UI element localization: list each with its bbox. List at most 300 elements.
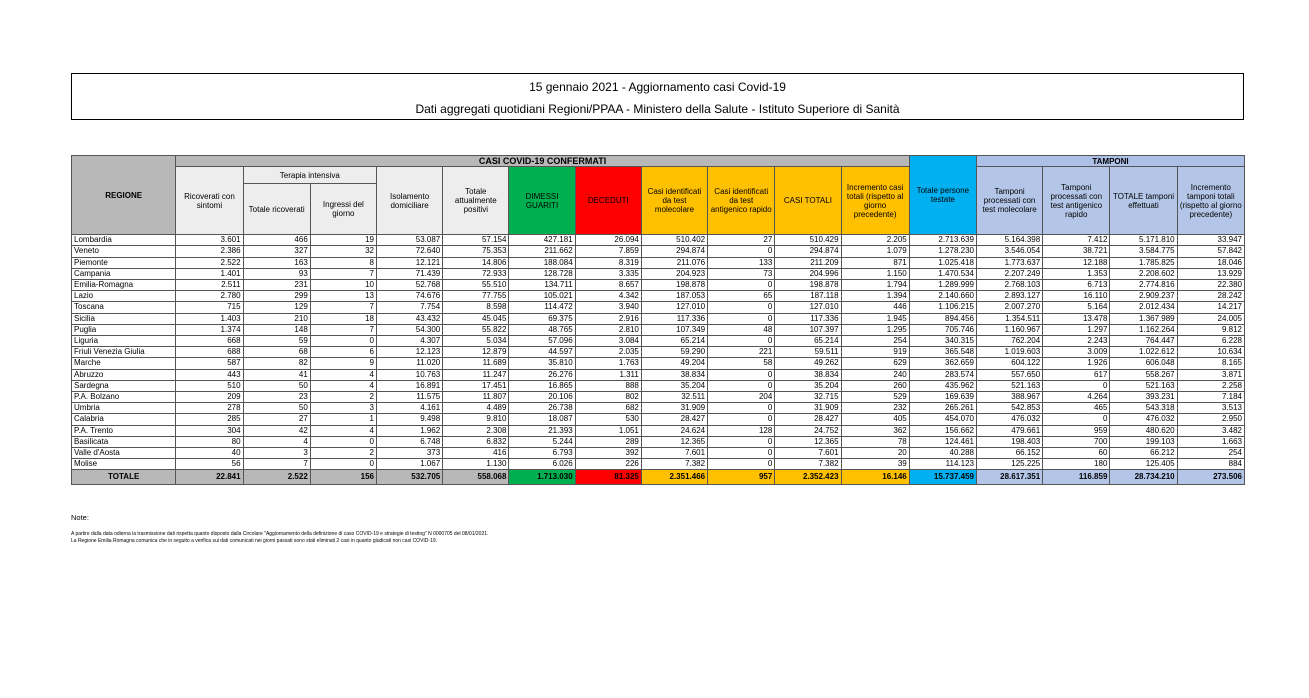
table-cell: 3.084 bbox=[575, 336, 641, 347]
header-regione: REGIONE bbox=[72, 156, 176, 235]
total-cell: 2.351.466 bbox=[641, 470, 707, 485]
table-cell: 93 bbox=[243, 268, 310, 279]
table-cell: 211.209 bbox=[775, 257, 841, 268]
table-cell: 210 bbox=[243, 313, 310, 324]
table-cell: 2.713.639 bbox=[909, 235, 976, 246]
table-cell: 50 bbox=[243, 380, 310, 391]
total-cell: 273.506 bbox=[1177, 470, 1244, 485]
table-cell: 11.807 bbox=[443, 392, 509, 403]
table-cell: 12.365 bbox=[641, 436, 707, 447]
table-row bbox=[72, 392, 1245, 403]
table-cell: 0 bbox=[708, 403, 775, 414]
total-label: TOTALE bbox=[72, 470, 176, 485]
table-cell: 4.264 bbox=[1043, 392, 1110, 403]
table-cell: 3.871 bbox=[1177, 369, 1244, 380]
table-cell: 2.035 bbox=[575, 347, 641, 358]
table-cell: 2.909.237 bbox=[1110, 291, 1177, 302]
table-cell: 530 bbox=[575, 414, 641, 425]
header-casi-antigenico: Casi identificati da test antigenico rapido bbox=[708, 167, 775, 235]
table-cell: 3.482 bbox=[1177, 425, 1244, 436]
table-cell: 1.763 bbox=[575, 358, 641, 369]
table-cell: 209 bbox=[176, 392, 243, 403]
notes-label: Note: bbox=[71, 513, 89, 522]
region-name-cell: Liguria bbox=[72, 336, 176, 347]
table-cell: 33.947 bbox=[1177, 235, 1244, 246]
table-cell: 6 bbox=[310, 347, 376, 358]
table-row bbox=[72, 235, 1245, 246]
table-cell: 41 bbox=[243, 369, 310, 380]
table-cell: 10.634 bbox=[1177, 347, 1244, 358]
table-cell: 43.432 bbox=[377, 313, 443, 324]
table-cell: 294.874 bbox=[641, 246, 707, 257]
table-cell: 80 bbox=[176, 436, 243, 447]
region-name-cell: Veneto bbox=[72, 246, 176, 257]
table-cell: 4.307 bbox=[377, 336, 443, 347]
table-cell: 617 bbox=[1043, 369, 1110, 380]
table-row bbox=[72, 403, 1245, 414]
table-cell: 2.012.434 bbox=[1110, 302, 1177, 313]
table-cell: 16.865 bbox=[509, 380, 575, 391]
table-cell: 3.009 bbox=[1043, 347, 1110, 358]
table-cell: 28.427 bbox=[775, 414, 841, 425]
table-cell: 1.025.418 bbox=[909, 257, 976, 268]
table-cell: 5.034 bbox=[443, 336, 509, 347]
region-name-cell: Calabria bbox=[72, 414, 176, 425]
table-cell: 884 bbox=[1177, 459, 1244, 470]
total-row bbox=[72, 470, 1245, 485]
header-dimessi: DIMESSI GUARITI bbox=[509, 167, 575, 235]
table-cell: 187.118 bbox=[775, 291, 841, 302]
table-cell: 1.785.825 bbox=[1110, 257, 1177, 268]
table-cell: 8.657 bbox=[575, 280, 641, 291]
table-cell: 919 bbox=[841, 347, 909, 358]
table-cell: 278 bbox=[176, 403, 243, 414]
table-cell: 26.094 bbox=[575, 235, 641, 246]
table-cell: 9.498 bbox=[377, 414, 443, 425]
table-cell: 1.773.637 bbox=[976, 257, 1042, 268]
table-cell: 7.412 bbox=[1043, 235, 1110, 246]
table-cell: 4 bbox=[243, 436, 310, 447]
table-cell: 57.154 bbox=[443, 235, 509, 246]
total-cell: 2.352.423 bbox=[775, 470, 841, 485]
table-cell: 22.380 bbox=[1177, 280, 1244, 291]
table-cell: 688 bbox=[176, 347, 243, 358]
table-cell: 35.204 bbox=[641, 380, 707, 391]
table-cell: 14.806 bbox=[443, 257, 509, 268]
table-cell: 1.394 bbox=[841, 291, 909, 302]
table-cell: 6.748 bbox=[377, 436, 443, 447]
table-cell: 45.045 bbox=[443, 313, 509, 324]
table-cell: 74.676 bbox=[377, 291, 443, 302]
table-cell: 7.754 bbox=[377, 302, 443, 313]
table-cell: 27 bbox=[708, 235, 775, 246]
table-cell: 1.022.612 bbox=[1110, 347, 1177, 358]
table-cell: 18.087 bbox=[509, 414, 575, 425]
table-cell: 16.110 bbox=[1043, 291, 1110, 302]
table-cell: 42 bbox=[243, 425, 310, 436]
table-cell: 18 bbox=[310, 313, 376, 324]
table-cell: 12.188 bbox=[1043, 257, 1110, 268]
table-cell: 73 bbox=[708, 268, 775, 279]
table-cell: 1.926 bbox=[1043, 358, 1110, 369]
table-cell: 17.451 bbox=[443, 380, 509, 391]
table-cell: 476.032 bbox=[976, 414, 1042, 425]
header-casi-confermati: CASI COVID-19 CONFERMATI bbox=[176, 156, 909, 167]
table-cell: 163 bbox=[243, 257, 310, 268]
table-row bbox=[72, 291, 1245, 302]
table-cell: 3.513 bbox=[1177, 403, 1244, 414]
title-box bbox=[71, 73, 1244, 120]
table-cell: 221 bbox=[708, 347, 775, 358]
table-cell: 2.207.249 bbox=[976, 268, 1042, 279]
table-cell: 894.456 bbox=[909, 313, 976, 324]
table-cell: 1.353 bbox=[1043, 268, 1110, 279]
table-cell: 0 bbox=[708, 280, 775, 291]
page-subtitle: Dati aggregati quotidiani Regioni/PPAA - Ministero della Salute - Istituto Superiore di Sanità bbox=[415, 102, 900, 116]
table-cell: 2.810 bbox=[575, 324, 641, 335]
table-cell: 604.122 bbox=[976, 358, 1042, 369]
region-name-cell: Friuli Venezia Giulia bbox=[72, 347, 176, 358]
table-cell: 0 bbox=[708, 302, 775, 313]
table-cell: 1.150 bbox=[841, 268, 909, 279]
table-cell: 133 bbox=[708, 257, 775, 268]
table-cell: 4 bbox=[310, 425, 376, 436]
table-cell: 427.181 bbox=[509, 235, 575, 246]
table-cell: 2.768.103 bbox=[976, 280, 1042, 291]
table-cell: 66.152 bbox=[976, 448, 1042, 459]
table-cell: 542.853 bbox=[976, 403, 1042, 414]
table-cell: 1.162.264 bbox=[1110, 324, 1177, 335]
table-cell: 27 bbox=[243, 414, 310, 425]
table-cell: 24.005 bbox=[1177, 313, 1244, 324]
table-cell: 392 bbox=[575, 448, 641, 459]
table-cell: 32 bbox=[310, 246, 376, 257]
table-cell: 35.810 bbox=[509, 358, 575, 369]
table-cell: 557.650 bbox=[976, 369, 1042, 380]
table-cell: 1.160.967 bbox=[976, 324, 1042, 335]
table-cell: 65.214 bbox=[775, 336, 841, 347]
table-cell: 11.247 bbox=[443, 369, 509, 380]
table-cell: 373 bbox=[377, 448, 443, 459]
table-cell: 65.214 bbox=[641, 336, 707, 347]
table-cell: 2.258 bbox=[1177, 380, 1244, 391]
table-cell: 44.597 bbox=[509, 347, 575, 358]
table-cell: 2.208.602 bbox=[1110, 268, 1177, 279]
header-isolamento: Isolamento domiciliare bbox=[377, 167, 443, 235]
table-cell: 8 bbox=[310, 257, 376, 268]
table-cell: 24.624 bbox=[641, 425, 707, 436]
table-cell: 169.639 bbox=[909, 392, 976, 403]
table-cell: 1.130 bbox=[443, 459, 509, 470]
table-cell: 1.067 bbox=[377, 459, 443, 470]
table-cell: 8.165 bbox=[1177, 358, 1244, 369]
total-cell: 1.713.030 bbox=[509, 470, 575, 485]
table-cell: 40.288 bbox=[909, 448, 976, 459]
region-name-cell: Toscana bbox=[72, 302, 176, 313]
table-cell: 198.403 bbox=[976, 436, 1042, 447]
region-name-cell: Molise bbox=[72, 459, 176, 470]
table-cell: 35.204 bbox=[775, 380, 841, 391]
table-cell: 129 bbox=[243, 302, 310, 313]
table-cell: 446 bbox=[841, 302, 909, 313]
table-cell: 54.300 bbox=[377, 324, 443, 335]
table-cell: 3.940 bbox=[575, 302, 641, 313]
table-cell: 57.842 bbox=[1177, 246, 1244, 257]
region-name-cell: Umbria bbox=[72, 403, 176, 414]
table-cell: 38.834 bbox=[775, 369, 841, 380]
table-cell: 12.121 bbox=[377, 257, 443, 268]
table-cell: 0 bbox=[1043, 380, 1110, 391]
table-cell: 479.661 bbox=[976, 425, 1042, 436]
header-incremento-casi: Incremento casi totali (rispetto al giorno precedente) bbox=[841, 167, 909, 235]
table-row bbox=[72, 336, 1245, 347]
table-cell: 465 bbox=[1043, 403, 1110, 414]
table-cell: 24.752 bbox=[775, 425, 841, 436]
table-cell: 4.161 bbox=[377, 403, 443, 414]
table-cell: 405 bbox=[841, 414, 909, 425]
table-cell: 700 bbox=[1043, 436, 1110, 447]
header-tamponi: TAMPONI bbox=[976, 156, 1244, 167]
table-cell: 476.032 bbox=[1110, 414, 1177, 425]
table-cell: 55.510 bbox=[443, 280, 509, 291]
table-cell: 443 bbox=[176, 369, 243, 380]
table-row bbox=[72, 414, 1245, 425]
table-cell: 2.511 bbox=[176, 280, 243, 291]
table-row bbox=[72, 313, 1245, 324]
table-cell: 762.204 bbox=[976, 336, 1042, 347]
header-ricoverati: Ricoverati con sintomi bbox=[176, 167, 243, 235]
table-cell: 1.962 bbox=[377, 425, 443, 436]
table-cell: 416 bbox=[443, 448, 509, 459]
table-cell: 521.163 bbox=[976, 380, 1042, 391]
table-cell: 71.439 bbox=[377, 268, 443, 279]
table-cell: 254 bbox=[841, 336, 909, 347]
covid-table bbox=[71, 155, 1245, 485]
table-cell: 4 bbox=[310, 369, 376, 380]
header-persone-testate: Totale persone testate bbox=[909, 156, 976, 235]
table-cell: 7 bbox=[310, 268, 376, 279]
header-casi-totali: CASI TOTALI bbox=[775, 167, 841, 235]
table-cell: 31.909 bbox=[641, 403, 707, 414]
total-cell: 532.705 bbox=[377, 470, 443, 485]
table-cell: 11.575 bbox=[377, 392, 443, 403]
total-cell: 15.737.459 bbox=[909, 470, 976, 485]
table-cell: 72.933 bbox=[443, 268, 509, 279]
table-cell: 125.405 bbox=[1110, 459, 1177, 470]
table-cell: 188.084 bbox=[509, 257, 575, 268]
header-deceduti: DECEDUTI bbox=[575, 167, 641, 235]
table-cell: 2.308 bbox=[443, 425, 509, 436]
table-cell: 0 bbox=[708, 448, 775, 459]
table-cell: 529 bbox=[841, 392, 909, 403]
table-cell: 6.713 bbox=[1043, 280, 1110, 291]
table-cell: 26.276 bbox=[509, 369, 575, 380]
table-cell: 543.318 bbox=[1110, 403, 1177, 414]
table-cell: 59.511 bbox=[775, 347, 841, 358]
table-cell: 1.401 bbox=[176, 268, 243, 279]
table-cell: 362.659 bbox=[909, 358, 976, 369]
table-cell: 558.267 bbox=[1110, 369, 1177, 380]
table-cell: 283.574 bbox=[909, 369, 976, 380]
table-cell: 107.349 bbox=[641, 324, 707, 335]
table-cell: 231 bbox=[243, 280, 310, 291]
table-cell: 148 bbox=[243, 324, 310, 335]
region-name-cell: P.A. Trento bbox=[72, 425, 176, 436]
table-cell: 3 bbox=[310, 403, 376, 414]
table-cell: 75.353 bbox=[443, 246, 509, 257]
table-cell: 6.793 bbox=[509, 448, 575, 459]
table-cell: 60 bbox=[1043, 448, 1110, 459]
table-cell: 510.429 bbox=[775, 235, 841, 246]
header-tamponi-incremento: Incremento tamponi totali (rispetto al giorno precedente) bbox=[1177, 167, 1244, 235]
table-cell: 7 bbox=[310, 302, 376, 313]
table-row bbox=[72, 268, 1245, 279]
table-cell: 114.472 bbox=[509, 302, 575, 313]
note-line-2: La Regione Emilia Romagna comunica che in seguito a verifica sui dati comunicati nei giorni passati sono stati eliminati 2 casi in quanto giudicati non casi COVID-19. bbox=[71, 537, 438, 544]
table-cell: 1.945 bbox=[841, 313, 909, 324]
total-cell: 957 bbox=[708, 470, 775, 485]
region-name-cell: Lombardia bbox=[72, 235, 176, 246]
table-cell: 12.879 bbox=[443, 347, 509, 358]
table-cell: 1.374 bbox=[176, 324, 243, 335]
table-cell: 77.755 bbox=[443, 291, 509, 302]
table-cell: 466 bbox=[243, 235, 310, 246]
table-cell: 38.721 bbox=[1043, 246, 1110, 257]
table-cell: 2.780 bbox=[176, 291, 243, 302]
table-cell: 198.878 bbox=[775, 280, 841, 291]
table-row bbox=[72, 425, 1245, 436]
table-cell: 327 bbox=[243, 246, 310, 257]
table-cell: 2.522 bbox=[176, 257, 243, 268]
table-cell: 21.393 bbox=[509, 425, 575, 436]
table-cell: 4 bbox=[310, 380, 376, 391]
table-row bbox=[72, 280, 1245, 291]
table-cell: 1.354.511 bbox=[976, 313, 1042, 324]
table-cell: 0 bbox=[310, 436, 376, 447]
table-cell: 125.225 bbox=[976, 459, 1042, 470]
table-cell: 1.051 bbox=[575, 425, 641, 436]
table-cell: 59 bbox=[243, 336, 310, 347]
table-cell: 128 bbox=[708, 425, 775, 436]
table-cell: 5.164 bbox=[1043, 302, 1110, 313]
total-cell: 16.146 bbox=[841, 470, 909, 485]
table-cell: 1.106.215 bbox=[909, 302, 976, 313]
header-tamponi-totale: TOTALE tamponi effettuati bbox=[1110, 167, 1177, 235]
total-cell: 156 bbox=[310, 470, 376, 485]
table-cell: 260 bbox=[841, 380, 909, 391]
table-cell: 1.794 bbox=[841, 280, 909, 291]
table-cell: 435.962 bbox=[909, 380, 976, 391]
table-cell: 128.728 bbox=[509, 268, 575, 279]
table-cell: 69.375 bbox=[509, 313, 575, 324]
table-cell: 2.950 bbox=[1177, 414, 1244, 425]
table-cell: 32.715 bbox=[775, 392, 841, 403]
note-line-1: A partire dalla data odierna la trasmissione dati rispetta quanto disposto dalla Circolare "Aggiornamento della definizione di caso COVID-19 e strategie di testing" N 0000705 del 08/01/2021. bbox=[71, 531, 489, 537]
table-cell: 52.768 bbox=[377, 280, 443, 291]
table-cell: 57.096 bbox=[509, 336, 575, 347]
table-cell: 510 bbox=[176, 380, 243, 391]
table-cell: 4.342 bbox=[575, 291, 641, 302]
table-cell: 6.228 bbox=[1177, 336, 1244, 347]
table-cell: 26.738 bbox=[509, 403, 575, 414]
table-cell: 55.822 bbox=[443, 324, 509, 335]
table-cell: 127.010 bbox=[641, 302, 707, 313]
table-cell: 285 bbox=[176, 414, 243, 425]
table-cell: 11.689 bbox=[443, 358, 509, 369]
table-cell: 0 bbox=[310, 336, 376, 347]
table-cell: 0 bbox=[708, 336, 775, 347]
table-cell: 6.026 bbox=[509, 459, 575, 470]
total-cell: 28.734.210 bbox=[1110, 470, 1177, 485]
table-cell: 49.204 bbox=[641, 358, 707, 369]
table-cell: 114.123 bbox=[909, 459, 976, 470]
table-cell: 2 bbox=[310, 392, 376, 403]
table-cell: 587 bbox=[176, 358, 243, 369]
header-tamponi-antigenico: Tamponi processati con test antigenico rapido bbox=[1043, 167, 1110, 235]
table-cell: 294.874 bbox=[775, 246, 841, 257]
table-cell: 289 bbox=[575, 436, 641, 447]
region-name-cell: Sardegna bbox=[72, 380, 176, 391]
table-cell: 211.076 bbox=[641, 257, 707, 268]
table-cell: 802 bbox=[575, 392, 641, 403]
table-cell: 510.402 bbox=[641, 235, 707, 246]
table-cell: 204.923 bbox=[641, 268, 707, 279]
region-name-cell: Marche bbox=[72, 358, 176, 369]
table-cell: 12.365 bbox=[775, 436, 841, 447]
table-cell: 1.295 bbox=[841, 324, 909, 335]
header-ti-ingressi: Ingressi del giorno bbox=[310, 184, 376, 235]
table-cell: 0 bbox=[708, 313, 775, 324]
table-cell: 1.297 bbox=[1043, 324, 1110, 335]
region-name-cell: Emilia-Romagna bbox=[72, 280, 176, 291]
table-cell: 2.386 bbox=[176, 246, 243, 257]
table-cell: 668 bbox=[176, 336, 243, 347]
table-cell: 19 bbox=[310, 235, 376, 246]
table-cell: 1.403 bbox=[176, 313, 243, 324]
table-cell: 11.020 bbox=[377, 358, 443, 369]
table-cell: 7 bbox=[243, 459, 310, 470]
notes bbox=[71, 513, 488, 544]
table-cell: 4.489 bbox=[443, 403, 509, 414]
table-cell: 7.601 bbox=[641, 448, 707, 459]
table-cell: 629 bbox=[841, 358, 909, 369]
table-cell: 14.217 bbox=[1177, 302, 1244, 313]
table-cell: 48 bbox=[708, 324, 775, 335]
table-cell: 38.834 bbox=[641, 369, 707, 380]
table-cell: 7.184 bbox=[1177, 392, 1244, 403]
table-row bbox=[72, 448, 1245, 459]
table-row bbox=[72, 436, 1245, 447]
table-cell: 2.007.270 bbox=[976, 302, 1042, 313]
table-cell: 32.511 bbox=[641, 392, 707, 403]
table-cell: 1.311 bbox=[575, 369, 641, 380]
table-cell: 117.336 bbox=[775, 313, 841, 324]
table-cell: 682 bbox=[575, 403, 641, 414]
table-row bbox=[72, 257, 1245, 268]
table-cell: 124.461 bbox=[909, 436, 976, 447]
table-cell: 105.021 bbox=[509, 291, 575, 302]
total-cell: 81.325 bbox=[575, 470, 641, 485]
table-cell: 199.103 bbox=[1110, 436, 1177, 447]
table-cell: 48.765 bbox=[509, 324, 575, 335]
table-cell: 2.774.816 bbox=[1110, 280, 1177, 291]
table-cell: 16.891 bbox=[377, 380, 443, 391]
table-cell: 1.289.999 bbox=[909, 280, 976, 291]
table-cell: 211.662 bbox=[509, 246, 575, 257]
table-cell: 18.046 bbox=[1177, 257, 1244, 268]
table-cell: 2.140.660 bbox=[909, 291, 976, 302]
table-cell: 2.893.127 bbox=[976, 291, 1042, 302]
